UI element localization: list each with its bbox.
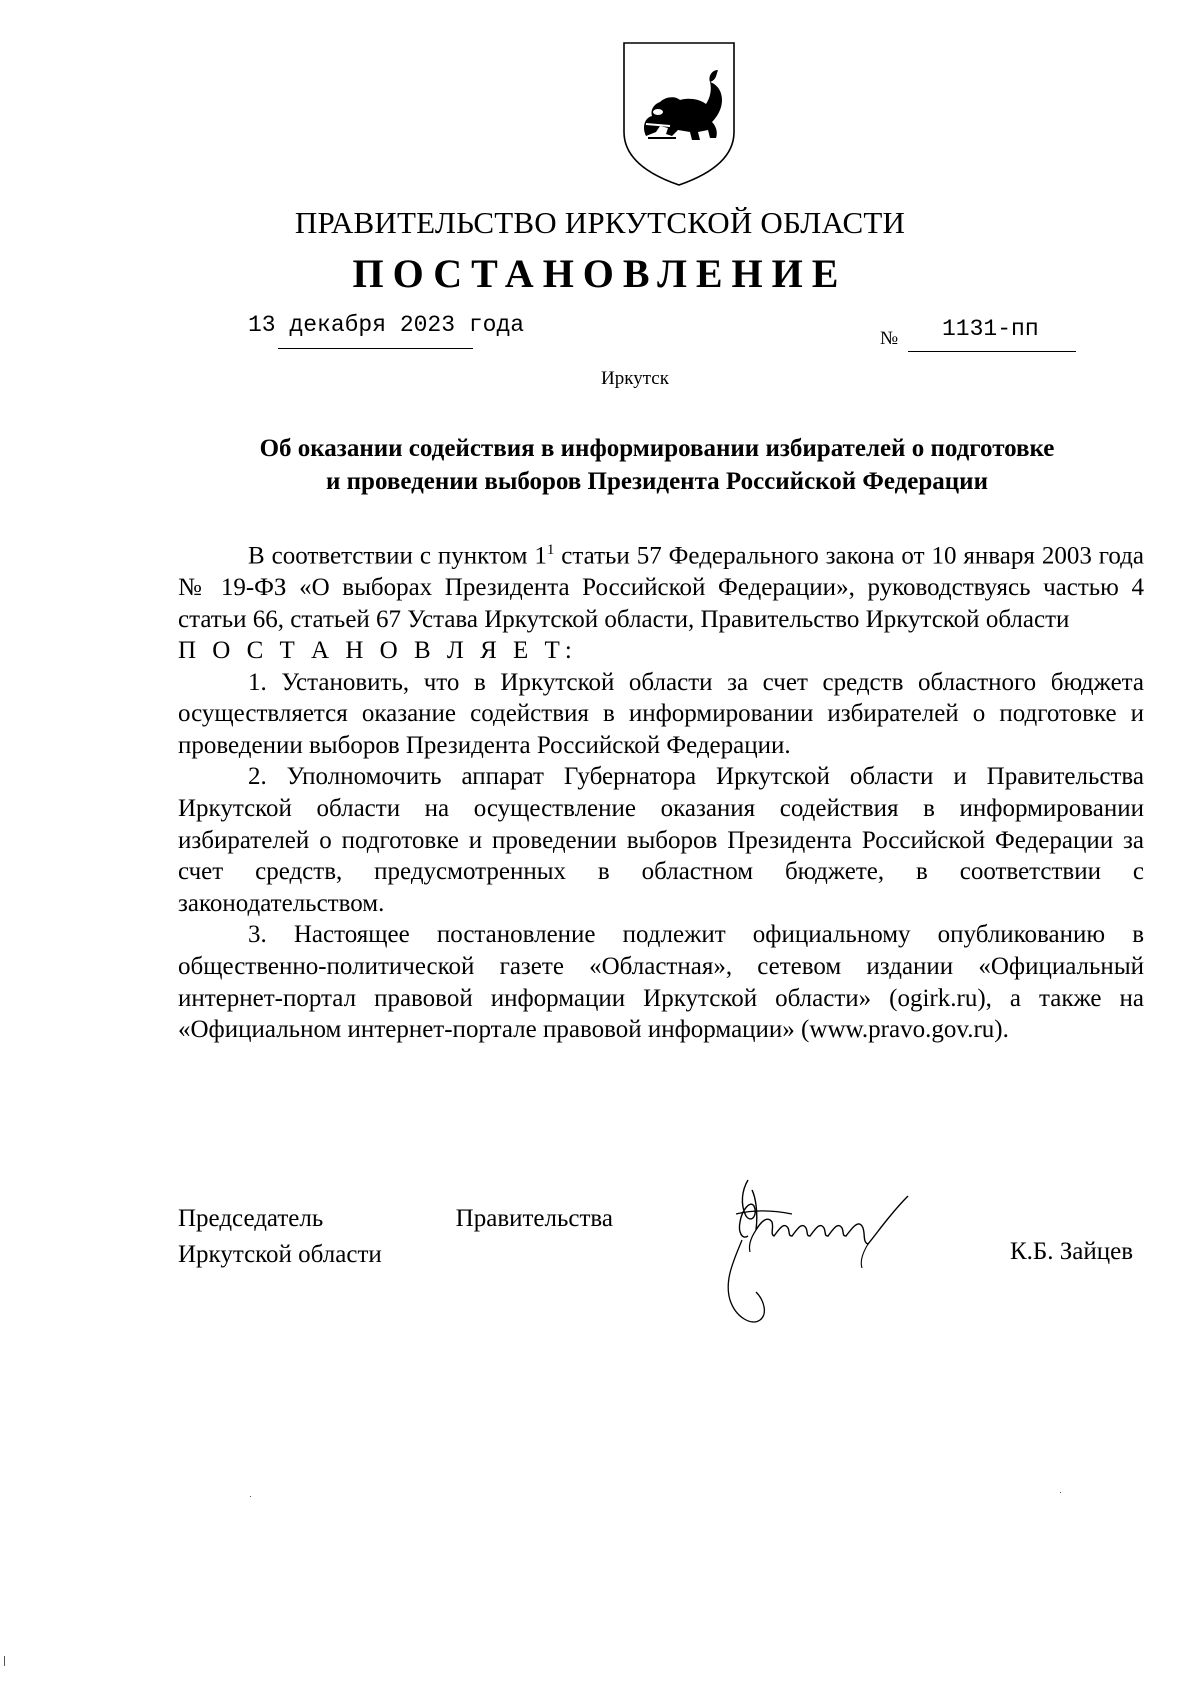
scan-mark (1060, 1492, 1061, 1493)
title-line-1: Об оказании содействия в информировании избирателей о подготовке (259, 435, 1055, 462)
document-type: ПОСТАНОВЛЕНИЕ (352, 251, 848, 296)
document-date: 13 декабря 2023 года (248, 312, 525, 338)
coat-of-arms-icon (620, 40, 738, 188)
signer-position-line-1 (178, 1201, 613, 1237)
title-line-2: и проведении выборов Президента Российской Федерации (326, 468, 988, 495)
handwritten-signature (712, 1170, 962, 1340)
document-number: 1131-пп (942, 316, 1039, 342)
decree-word: П О С Т А Н О В Л Я Е Т: (178, 637, 577, 665)
item-1: 1. Установить, что в Иркутской области за счет средств областного бюджета осуществляется оказание содействия в информировании избирателей о подготовке и проведении выборов Президента Российской Федерации. (178, 668, 1144, 759)
city-name: Иркутск (601, 368, 669, 389)
organization-name: ПРАВИТЕЛЬСТВО ИРКУТСКОЙ ОБЛАСТИ (294, 205, 906, 240)
signer-position (178, 1201, 613, 1273)
preamble-part-2: статьи 57 Федерального закона от 10 января 2003 года № 19-ФЗ «О выборах Президента Российской Федерации», руководствуясь частью 4 статьи 66, статьей 67 Устава Иркутской области, Правительство Иркутской области (178, 542, 1144, 633)
item-2: 2. Уполномочить аппарат Губернатора Иркутской области и Правительства Иркутской области на осуществление оказания содействия в информировании избирателей о подготовке и проведении выборов Президента Российской Федерации за счет средств, предусмотренных в областном бюджете, в соответствии с законодательством. (178, 763, 1144, 917)
date-underline (278, 348, 473, 349)
preamble-paragraph (178, 535, 1144, 635)
signer-position-word-1: Председатель (178, 1205, 324, 1232)
preamble-part-1: В соответствии с пунктом 1 (248, 542, 547, 570)
signer-position-line-2: Иркутской области (178, 1241, 382, 1268)
signer-name: К.Б. Зайцев (1010, 1238, 1134, 1265)
scan-mark (250, 1496, 251, 1497)
number-underline (908, 351, 1076, 352)
scan-mark (4, 1656, 5, 1666)
item-3: 3. Настоящее постановление подлежит официальному опубликованию в общественно-политической газете «Областная», сетевом издании «Официальный интернет-портал правовой информации Иркутской области» (ogirk.ru), а также на «Официальном интернет-портале правовой информации» (www.pravo.gov.ru). (178, 921, 1144, 1044)
document-title (178, 432, 1136, 498)
document-body (178, 535, 1144, 1046)
signer-position-word-2: Правительства (455, 1205, 613, 1232)
number-sign: № (880, 328, 899, 349)
preamble-superscript: 1 (546, 542, 555, 558)
